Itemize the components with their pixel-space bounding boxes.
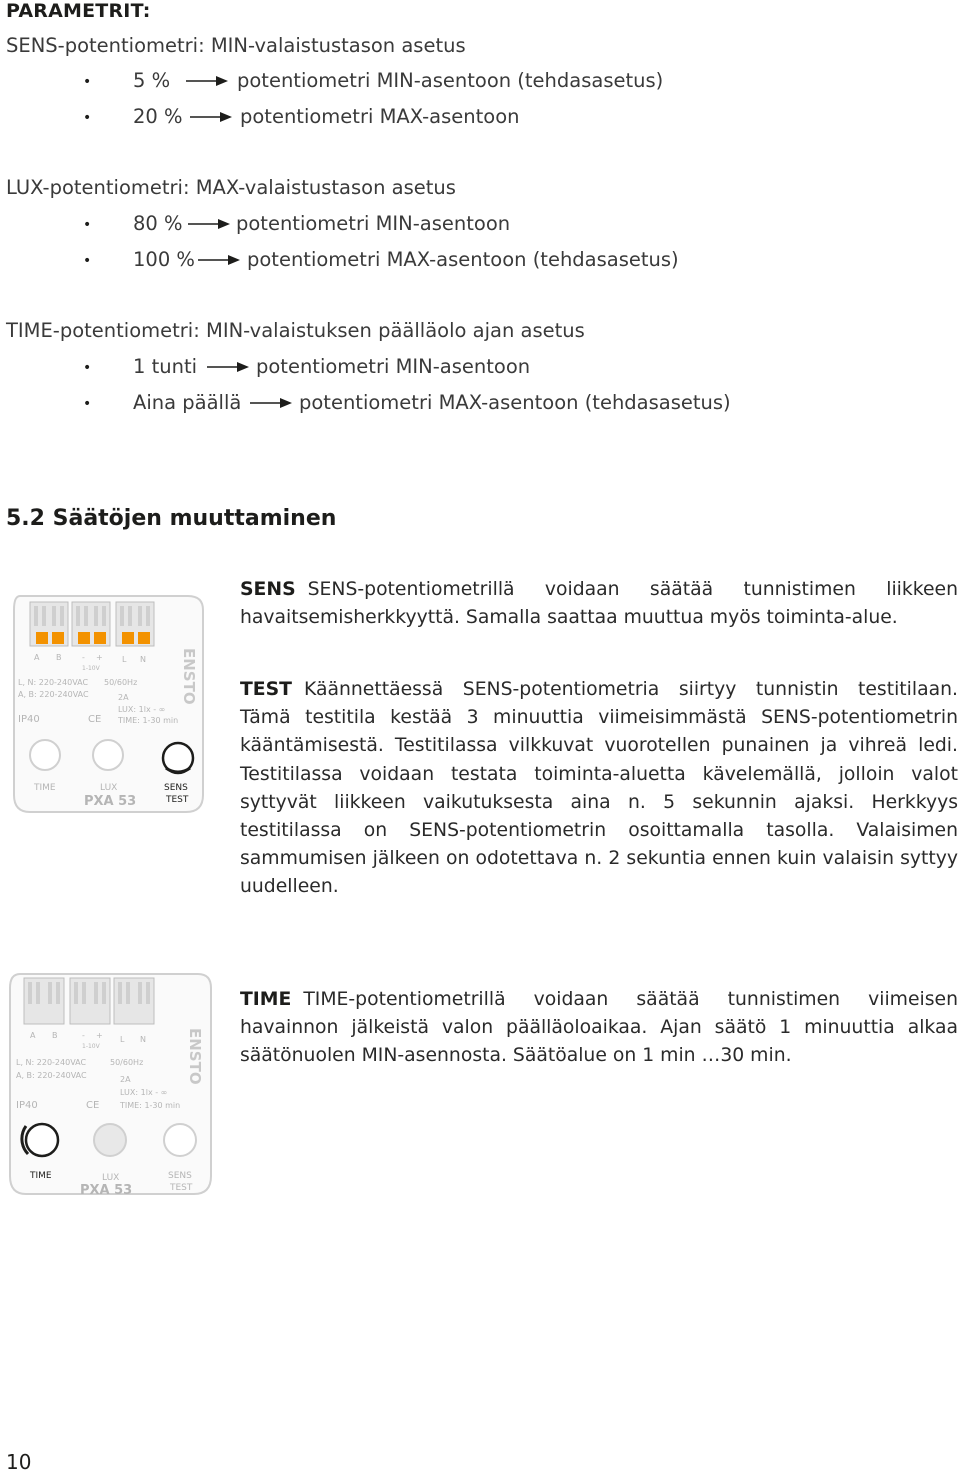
model-label: PXA 53 <box>80 1183 133 1198</box>
time-paragraph <box>240 986 958 1071</box>
arrow-right-icon <box>207 360 249 374</box>
parameter-value: 1 tunti <box>133 355 198 378</box>
terminal-label: A <box>30 1031 36 1040</box>
sens-parameter-title: SENS-potentiometri: MIN-valaistustason asetus <box>6 34 466 57</box>
parameter-value: Aina päällä <box>133 391 242 414</box>
ip-label: IP40 <box>16 1100 38 1111</box>
ip-label: IP40 <box>18 714 40 725</box>
knob-label: TIME <box>34 783 56 793</box>
parameter-result: potentiometri MIN-asentoon (tehdasasetus) <box>237 69 664 92</box>
knob-label: TEST <box>170 1183 193 1193</box>
freq-label: 50/60Hz <box>104 678 138 687</box>
ce-mark: CE <box>88 714 102 725</box>
terminal-blocks <box>30 602 154 646</box>
terminal-label: A <box>34 653 40 662</box>
bullet: • <box>83 217 92 233</box>
bullet: • <box>83 396 92 412</box>
spec-line: A, B: 220-240VAC <box>16 1071 87 1080</box>
term-test: TEST <box>240 679 292 700</box>
sens-paragraph <box>240 576 958 632</box>
device-illustration-time <box>8 968 213 1207</box>
brand-logo: ENSTO <box>180 648 198 705</box>
section-title: 5.2 Säätöjen muuttaminen <box>6 506 337 531</box>
time-knob <box>26 1124 58 1156</box>
arrow-right-icon <box>186 74 228 88</box>
brand-logo: ENSTO <box>186 1028 204 1085</box>
time-range: TIME: 1-30 min <box>120 1101 181 1110</box>
ce-mark: CE <box>86 1100 100 1111</box>
terminal-label: N <box>140 655 146 664</box>
spec-line: A, B: 220-240VAC <box>18 690 89 699</box>
spec-line: L, N: 220-240VAC <box>18 678 89 687</box>
parameters-heading: PARAMETRIT: <box>6 0 151 22</box>
time-text: TIME-potentiometrillä voidaan säätää tunnistimen viimeisen havainnon jälkeistä valon päälläoloaikaa. Ajan säätö 1 minuuttia alkaa säätönuolen MIN-asennosta. Säätöalue on 1 min …30 min. <box>240 989 958 1067</box>
sens-text: SENS-potentiometrillä voidaan säätää tunnistimen liikkeen havaitsemisherkkyyttä. Samalla saattaa muuttua myös toiminta-alue. <box>240 579 958 629</box>
terminal-label: + <box>96 653 103 662</box>
parameter-value: 100 % <box>133 248 195 271</box>
dim-label: 1-10V <box>82 1043 100 1050</box>
terminal-label: L <box>120 1035 125 1044</box>
terminal-label: L <box>122 655 127 664</box>
lux-range: LUX: 1lx - ∞ <box>120 1088 168 1097</box>
parameter-value: 5 % <box>133 69 171 92</box>
terminal-label: B <box>52 1031 58 1040</box>
bullet: • <box>83 74 92 90</box>
test-paragraph <box>240 676 958 902</box>
terminal-label: N <box>140 1035 146 1044</box>
terminal-label: - <box>82 653 85 662</box>
time-parameter-title: TIME-potentiometri: MIN-valaistuksen päälläolo ajan asetus <box>6 319 585 342</box>
page-number: 10 <box>6 1450 32 1474</box>
term-sens: SENS <box>240 579 296 600</box>
terminal-label: - <box>82 1031 85 1040</box>
dim-label: 1-10V <box>82 665 100 672</box>
time-range: TIME: 1-30 min <box>118 716 179 725</box>
parameter-result: potentiometri MAX-asentoon (tehdasasetus) <box>299 391 731 414</box>
knob-label: LUX <box>102 1173 120 1183</box>
lux-range: LUX: 1lx - ∞ <box>118 705 166 714</box>
parameter-result: potentiometri MIN-asentoon <box>236 212 511 235</box>
spec-line: L, N: 220-240VAC <box>16 1058 87 1067</box>
device-illustration-sens <box>8 590 213 824</box>
current-label: 2A <box>118 693 129 702</box>
arrow-right-icon <box>188 217 230 231</box>
knob-label-sens: SENS <box>164 783 188 793</box>
arrow-right-icon <box>250 396 292 410</box>
knob-label-test: TEST <box>166 795 189 805</box>
lux-parameter-title: LUX-potentiometri: MAX-valaistustason asetus <box>6 176 456 199</box>
knob-label-time: TIME <box>30 1171 52 1181</box>
parameter-result: potentiometri MAX-asentoon (tehdasasetus) <box>247 248 679 271</box>
terminal-label: + <box>96 1031 103 1040</box>
model-label: PXA 53 <box>84 794 137 809</box>
knob-label: SENS <box>168 1171 192 1181</box>
bullet: • <box>83 253 92 269</box>
bullet: • <box>83 110 92 126</box>
parameter-result: potentiometri MIN-asentoon <box>256 355 531 378</box>
terminal-label: B <box>56 653 62 662</box>
arrow-right-icon <box>190 110 232 124</box>
term-time: TIME <box>240 989 292 1010</box>
parameter-value: 20 % <box>133 105 183 128</box>
bullet: • <box>83 360 92 376</box>
freq-label: 50/60Hz <box>110 1058 144 1067</box>
knob-label: LUX <box>100 783 118 793</box>
test-text: Käännettäessä SENS-potentiometria siirtyy tunnistin testitilaan. Tämä testitila kestää 3 minuuttia viimeisimmästä SENS-potentiometrin kääntämisestä. Testitilassa vilkkuvat vuorotellen punainen ja vihreä ledi. Testitilassa voidaan testata toiminta-aluetta kävelemällä, jolloin valot syttyvät liikkeen vaikutuksesta aina n. 5 sekunnin ajaksi. Herkkyys testitilassa on SENS-potentiometrin osoittamalla tasolla. Valaisimen sammumisen jälkeen on odotettava n. 2 sekuntia ennen kuin valaisin syttyy uudelleen. <box>240 679 958 898</box>
current-label: 2A <box>120 1075 131 1084</box>
parameter-result: potentiometri MAX-asentoon <box>240 105 520 128</box>
arrow-right-icon <box>198 253 240 267</box>
parameter-value: 80 % <box>133 212 183 235</box>
